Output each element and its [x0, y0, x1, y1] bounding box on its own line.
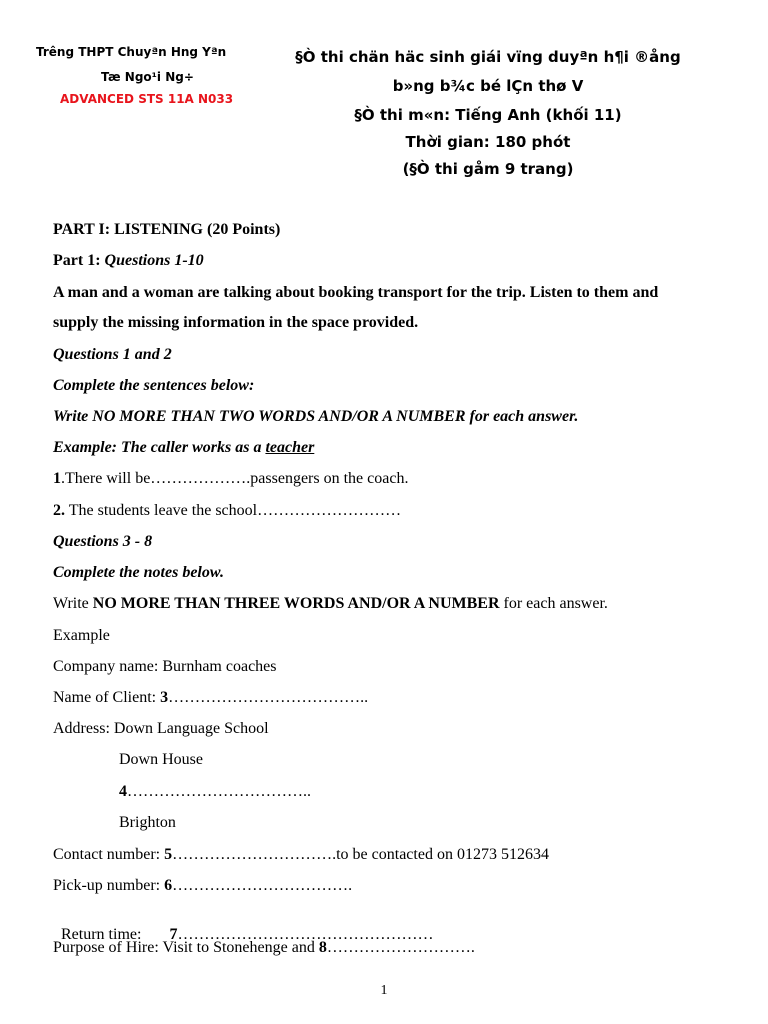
contact-number: [53, 846, 549, 864]
address-line-1: Address: Down Language School: [53, 720, 269, 737]
exam-title-line2: b»ng b¾c bé lÇn thø V: [392, 77, 584, 95]
questions-1-2-heading: Questions 1 and 2: [53, 346, 172, 363]
question-4-number: 4: [119, 783, 127, 800]
question-4-blank: ……………………………..: [127, 783, 311, 800]
questions-1-2-word-limit: Write NO MORE THAN TWO WORDS AND/OR A NUMBER for each answer.: [53, 408, 579, 425]
address-line-3: [119, 783, 311, 801]
questions-3-8-heading: Questions 3 - 8: [53, 533, 153, 550]
address-line-4: Brighton: [119, 814, 176, 831]
example-answer: teacher: [265, 439, 315, 456]
company-name: Company name: Burnham coaches: [53, 658, 277, 675]
question-7-blank: …………………………………………: [177, 926, 434, 943]
question-2-number: 2.: [53, 502, 65, 519]
client-name: [53, 689, 368, 707]
question-3-number: 3: [160, 689, 169, 706]
write-limit: NO MORE THAN THREE WORDS AND/OR A NUMBER: [92, 595, 500, 612]
example-sentence: [53, 439, 314, 457]
question-1-text: .There will be……………….passengers on the coach.: [61, 470, 409, 487]
question-6-blank: …………………………….: [172, 877, 353, 894]
contact-label: Contact number:: [53, 846, 165, 863]
exam-time: Thời gian: 180 phót: [405, 133, 571, 151]
department-name: Tæ Ngo¹i Ng÷: [101, 70, 194, 84]
question-1-number: 1: [53, 470, 61, 487]
pickup-number: [53, 877, 352, 895]
exam-page-count: (§Ò thi gåm 9 trang): [402, 160, 574, 178]
part1-heading: [53, 252, 204, 270]
questions-1-2-instruction: Complete the sentences below:: [53, 377, 255, 394]
intro-line-1: A man and a woman are talking about booking transport for the trip. Listen to them and: [53, 284, 659, 301]
question-5-blank: ………………………….to be contacted on 01273 512634: [172, 846, 549, 863]
address-line-2: Down House: [119, 751, 203, 768]
exam-title-line1: §Ò thi chän häc sinh giái vïng duyªn h¶i ®ång: [295, 48, 681, 66]
question-3-blank: ………………………………..: [168, 689, 369, 706]
purpose-label: Purpose of Hire: Visit to Stonehenge and: [53, 939, 319, 956]
part-title: PART I: LISTENING (20 Points): [53, 221, 281, 238]
question-2-text: The students leave the school………………………: [65, 502, 402, 519]
write-suffix: for each answer.: [499, 595, 608, 612]
exam-code: ADVANCED STS 11A N033: [60, 92, 234, 106]
client-label: Name of Client:: [53, 689, 161, 706]
exam-subject: §Ò thi m«n: Tiếng Anh (khối 11): [354, 106, 622, 124]
example-label: Example: [53, 627, 110, 644]
question-1: [53, 470, 408, 488]
return-label: Return time:: [61, 926, 170, 943]
question-8-number: 8: [318, 939, 327, 956]
questions-3-8-word-limit: [53, 595, 608, 613]
question-6-number: 6: [164, 877, 173, 894]
intro-line-2: supply the missing information in the space provided.: [53, 314, 419, 331]
part1-questions: Questions 1-10: [104, 252, 204, 269]
page-number: 1: [380, 983, 388, 998]
question-7-number: 7: [169, 926, 178, 943]
question-8-blank: ……………………….: [326, 939, 475, 956]
example-prefix: Example: The caller works as a: [53, 439, 266, 456]
part1-label: Part 1:: [53, 252, 105, 269]
question-2: [53, 502, 401, 520]
purpose-of-hire: [53, 939, 475, 957]
question-5-number: 5: [164, 846, 173, 863]
questions-3-8-instruction: Complete the notes below.: [53, 564, 224, 581]
write-prefix: Write: [53, 595, 93, 612]
school-name: Trêng THPT Chuyªn Hng Yªn: [36, 45, 227, 59]
pickup-label: Pick-up number:: [53, 877, 165, 894]
